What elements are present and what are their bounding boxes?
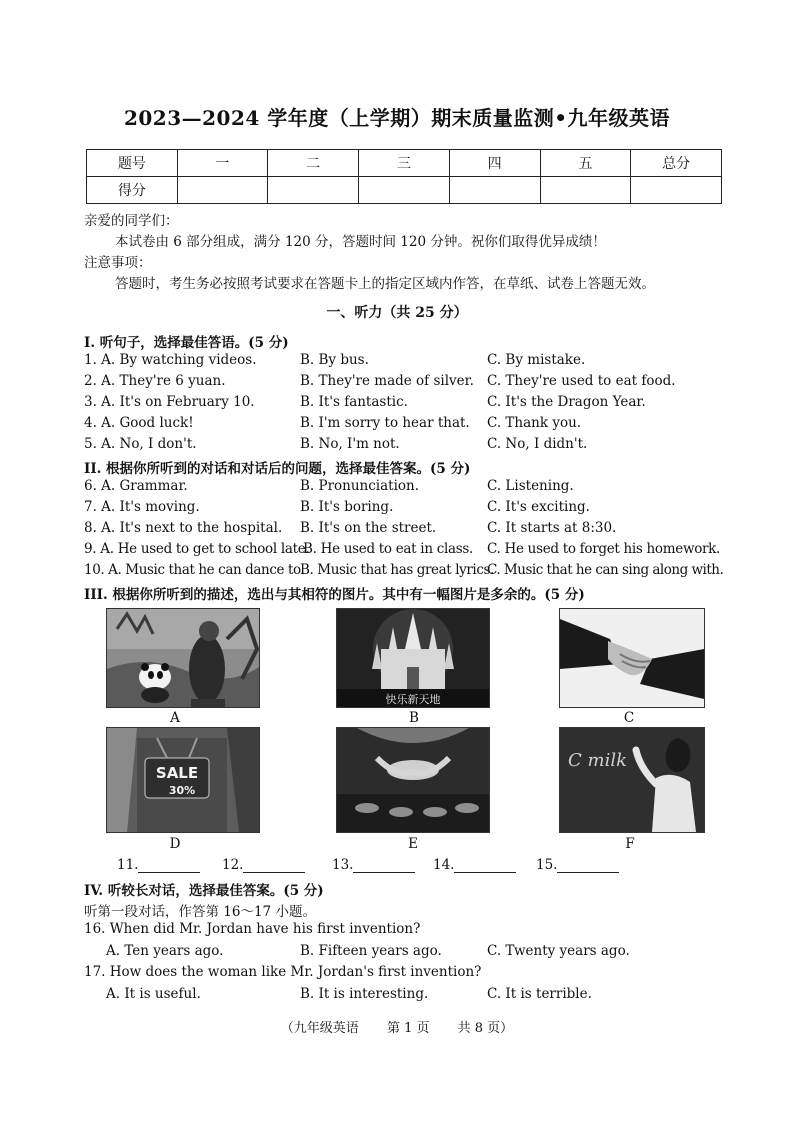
answer-blank-15[interactable] <box>536 857 619 873</box>
q9-option-b: B. He used to eat in class. <box>303 541 473 557</box>
q10-option-c: C. Music that he can sing along with. <box>487 562 724 578</box>
picture-label-a: A <box>170 710 180 726</box>
score-cell: 三 <box>359 150 450 177</box>
footer-total: 共 8 页） <box>457 1021 514 1036</box>
q16-question: 16. When did Mr. Jordan have his first invention? <box>84 921 421 937</box>
answer-blank-14[interactable] <box>433 857 516 873</box>
blank-line <box>454 858 516 873</box>
q6-option-c: C. Listening. <box>487 478 574 494</box>
score-cell: 总分 <box>631 150 722 177</box>
handshake-photo <box>559 608 705 708</box>
q4-option-a: 4. A. Good luck! <box>84 415 194 431</box>
q6-option-b: B. Pronunciation. <box>300 478 420 494</box>
blank-number: 12. <box>222 857 244 873</box>
q10-option-b: B. Music that has great lyrics. <box>300 562 494 578</box>
blank-number: 15. <box>536 857 558 873</box>
q7-option-a: 7. A. It's moving. <box>84 499 200 515</box>
q5-option-a: 5. A. No, I don't. <box>84 436 197 452</box>
blank-number: 11. <box>117 857 139 873</box>
panda-illustration <box>107 609 259 707</box>
score-cell: 一 <box>177 150 268 177</box>
q2-option-b: B. They're made of silver. <box>300 373 474 389</box>
answer-blank-12[interactable] <box>222 857 305 873</box>
answer-blank-11[interactable] <box>117 857 200 873</box>
q16-option-a: A. Ten years ago. <box>106 943 224 959</box>
sale-sign-text: SALE <box>155 764 199 782</box>
tea-photo <box>336 727 490 833</box>
score-blank-cell <box>631 177 722 204</box>
q6-option-a: 6. A. Grammar. <box>84 478 188 494</box>
notice-text: 答题时，考生务必按照考试要求在答题卡上的指定区域内作答，在草纸、试卷上答题无效。 <box>115 276 655 292</box>
footer-subject: （九年级英语 <box>280 1021 359 1036</box>
handshake-illustration <box>560 609 704 707</box>
q7-option-b: B. It's boring. <box>300 499 394 515</box>
picture-label-d: D <box>169 836 181 852</box>
q5-option-b: B. No, I'm not. <box>300 436 400 452</box>
blank-line <box>138 858 200 873</box>
q17-option-c: C. It is terrible. <box>487 986 592 1002</box>
q3-option-a: 3. A. It's on February 10. <box>84 394 255 410</box>
q2-option-a: 2. A. They're 6 yuan. <box>84 373 226 389</box>
q4-option-c: C. Thank you. <box>487 415 582 431</box>
blackboard-photo <box>559 727 705 833</box>
tea-illustration <box>337 728 489 832</box>
picture-label-b: B <box>409 710 419 726</box>
q10-option-a: 10. A. Music that he can dance to. <box>84 562 305 578</box>
score-blank-cell <box>359 177 450 204</box>
answer-blank-13[interactable] <box>332 857 415 873</box>
q9-option-c: C. He used to forget his homework. <box>487 541 721 557</box>
q9-option-a: 9. A. He used to get to school late. <box>84 541 310 557</box>
q5-option-c: C. No, I didn't. <box>487 436 588 452</box>
score-cell: 五 <box>540 150 631 177</box>
score-blank-cell <box>268 177 359 204</box>
q17-option-a: A. It is useful. <box>106 986 201 1002</box>
q3-option-b: B. It's fantastic. <box>300 394 408 410</box>
score-blank-cell <box>177 177 268 204</box>
q8-option-a: 8. A. It's next to the hospital. <box>84 520 283 536</box>
score-cell: 四 <box>449 150 540 177</box>
q16-option-c: C. Twenty years ago. <box>487 943 630 959</box>
q17-option-b: B. It is interesting. <box>300 986 429 1002</box>
sale-photo <box>106 727 260 833</box>
part4-subheading: 听第一段对话，作答第 16～17 小题。 <box>84 904 316 920</box>
q1-option-b: B. By bus. <box>300 352 369 368</box>
blank-number: 14. <box>433 857 455 873</box>
footer-page: 第 1 页 <box>386 1021 430 1036</box>
castle-photo <box>336 608 490 708</box>
picture-label-e: E <box>408 836 418 852</box>
q8-option-c: C. It starts at 8:30. <box>487 520 617 536</box>
greeting: 亲爱的同学们： <box>84 213 179 229</box>
banner-text: 快乐新天地 <box>385 693 441 706</box>
page-footer <box>0 1017 794 1036</box>
score-table-score-row <box>87 177 722 204</box>
score-blank-cell <box>449 177 540 204</box>
notice-label: 注意事项： <box>84 255 152 271</box>
q2-option-c: C. They're used to eat food. <box>487 373 676 389</box>
score-cell: 得分 <box>87 177 178 204</box>
part4-heading: IV. 听较长对话，选择最佳答案。(5 分) <box>84 883 324 899</box>
intro-text: 本试卷由 6 部分组成，满分 120 分，答题时间 120 分钟。祝你们取得优异成绩！ <box>115 234 606 250</box>
blank-line <box>243 858 305 873</box>
score-cell: 题号 <box>87 150 178 177</box>
part3-heading: III. 根据你所听到的描述，选出与其相符的图片。其中有一幅图片是多余的。(5 分) <box>84 587 585 603</box>
q8-option-b: B. It's on the street. <box>300 520 437 536</box>
q17-question: 17. How does the woman like Mr. Jordan's first invention? <box>84 964 482 980</box>
section-one-title: 一、听力（共 25 分） <box>326 305 468 321</box>
score-table <box>86 149 722 204</box>
blackboard-illustration <box>560 728 704 832</box>
blank-line <box>557 858 619 873</box>
q4-option-b: B. I'm sorry to hear that. <box>300 415 470 431</box>
sale-percent-text: 30% <box>168 784 196 797</box>
part1-heading: I. 听句子，选择最佳答语。(5 分) <box>84 335 289 351</box>
sale-illustration <box>107 728 259 832</box>
q7-option-c: C. It's exciting. <box>487 499 590 515</box>
q1-option-c: C. By mistake. <box>487 352 586 368</box>
page-title: 2023—2024 学年度（上学期）期末质量监测•九年级英语 <box>123 106 671 130</box>
blank-number: 13. <box>332 857 354 873</box>
panda-photo <box>106 608 260 708</box>
blank-line <box>353 858 415 873</box>
q1-option-a: 1. A. By watching videos. <box>84 352 257 368</box>
q3-option-c: C. It's the Dragon Year. <box>487 394 646 410</box>
board-text: C milk <box>568 750 627 771</box>
picture-label-f: F <box>625 836 635 852</box>
picture-label-c: C <box>623 710 635 726</box>
castle-illustration <box>337 609 489 707</box>
q16-option-b: B. Fifteen years ago. <box>300 943 442 959</box>
part2-heading: II. 根据你所听到的对话和对话后的问题，选择最佳答案。(5 分) <box>84 461 471 477</box>
score-blank-cell <box>540 177 631 204</box>
score-cell: 二 <box>268 150 359 177</box>
score-table-header-row <box>87 150 722 177</box>
